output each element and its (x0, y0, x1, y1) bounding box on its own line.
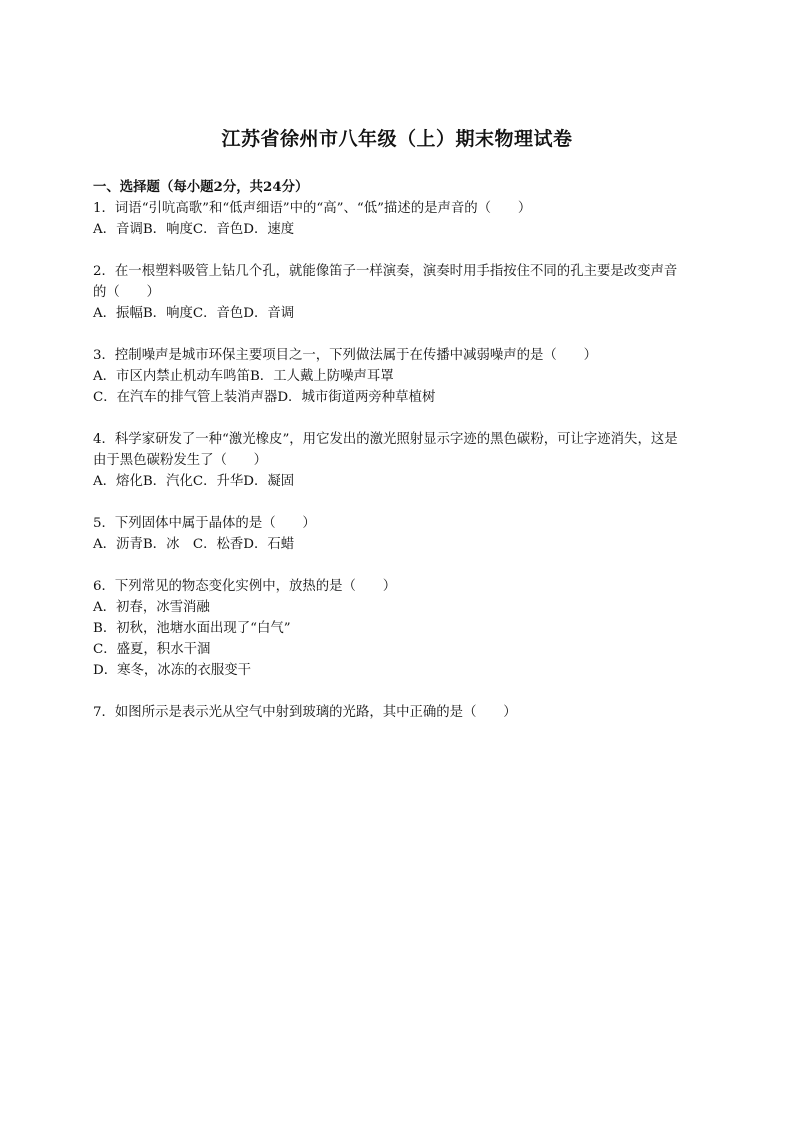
question-spacer (93, 492, 705, 513)
question-options-line: A．音调B．响度C．音色D．速度 (93, 222, 295, 237)
question-option: A．初春，冰雪消融 (93, 600, 210, 615)
question-spacer (93, 681, 705, 702)
question-option: C．盛夏，积水干涸 (93, 642, 211, 657)
question-spacer (93, 240, 705, 261)
question-options-line: A．市区内禁止机动车鸣笛B．工人戴上防噪声耳罩 (93, 369, 394, 384)
question-stem-line: 4．科学家研发了一种“激光橡皮”，用它发出的激光照射显示字迹的黑色碳粉，可让字迹消失，这是 (93, 432, 678, 447)
question-spacer (93, 555, 705, 576)
question-7 (93, 702, 705, 723)
question-stem-line: 1．词语“引吭高歌”和“低声细语”中的“高”、“低”描述的是声音的（ ） (93, 201, 532, 216)
question-stem-line: 由于黑色碳粉发生了（ ） (93, 453, 268, 468)
question-options-line: A．沥青B．冰 C．松香D．石蜡 (93, 537, 295, 552)
question-1 (93, 198, 705, 240)
question-stem-line: 3．控制噪声是城市环保主要项目之一，下列做法属于在传播中减弱噪声的是（ ） (93, 348, 597, 363)
question-5 (93, 513, 705, 555)
question-stem-line: 2．在一根塑料吸管上钻几个孔，就能像笛子一样演奏，演奏时用手指按住不同的孔主要是改变声音 (93, 264, 678, 279)
question-2 (93, 261, 705, 324)
question-stem-line: 7．如图所示是表示光从空气中射到玻璃的光路，其中正确的是（ ） (93, 705, 517, 720)
question-options-line: A．熔化B．汽化C．升华D．凝固 (93, 474, 295, 489)
question-6 (93, 576, 705, 681)
question-4 (93, 429, 705, 492)
question-options-line: C．在汽车的排气管上装消声器D．城市街道两旁种草植树 (93, 390, 436, 405)
exam-title: 江苏省徐州市八年级（上）期末物理试卷 (221, 128, 573, 150)
question-stem-line: 6．下列常见的物态变化实例中，放热的是（ ） (93, 579, 397, 594)
question-spacer (93, 324, 705, 345)
question-option: B．初秋，池塘水面出现了“白气” (93, 621, 291, 636)
question-options-line: A．振幅B．响度C．音色D．音调 (93, 306, 295, 321)
question-spacer (93, 408, 705, 429)
question-option: D．寒冬，冰冻的衣服变干 (93, 663, 252, 678)
section-heading: 一、选择题（每小题2分，共24分） (93, 179, 309, 195)
question-stem-line: 5．下列固体中属于晶体的是（ ） (93, 516, 316, 531)
question-stem-line: 的（ ） (93, 285, 160, 300)
question-3 (93, 345, 705, 408)
exam-content (93, 177, 705, 723)
